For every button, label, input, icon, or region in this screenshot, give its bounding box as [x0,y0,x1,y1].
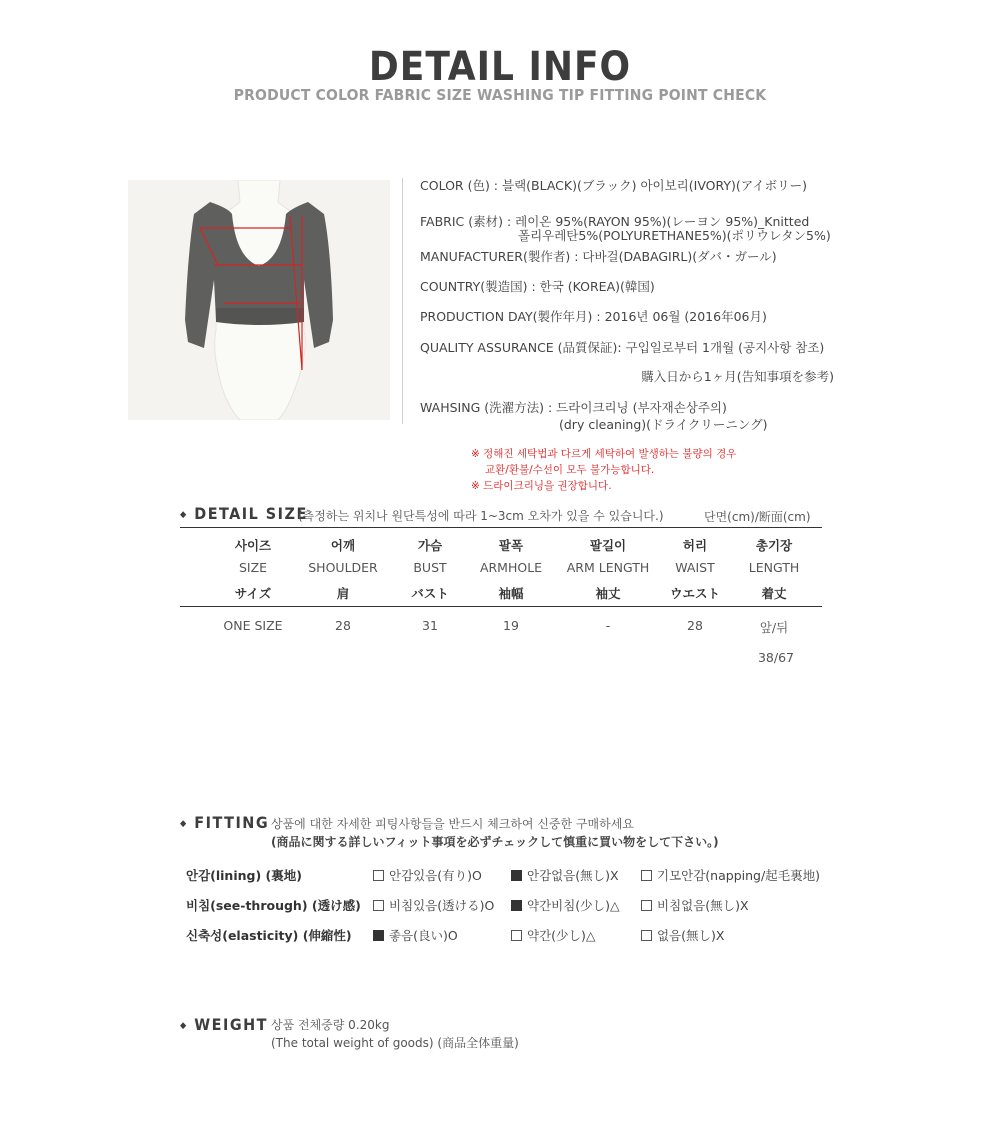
size-cell-value-6: 앞/뒤 [759,620,789,635]
unchecked-box-icon [511,930,522,941]
size-cell-en-0: SIZE [238,560,268,575]
unchecked-box-icon [373,900,384,911]
unchecked-box-icon [641,900,652,911]
fitting-label: 안감(lining) (裏地) [186,868,302,883]
size-cell-jp-4: 袖丈 [595,586,621,601]
checked-box-icon [511,870,522,881]
size-cell-en-2: BUST [413,560,447,575]
detail-size-note: (측정하는 위치나 원단특성에 따라 1~3cm 오차가 있을 수 있습니다.) [298,509,664,523]
fitting-option [373,896,494,914]
weight-title: WEIGHT [194,1015,268,1034]
fitting-label: 신축성(elasticity) (伸縮性) [186,928,352,943]
size-cell-en-1: SHOULDER [308,560,378,575]
fitting-label: 비침(see-through) (透け感) [186,898,361,913]
fitting-option [511,926,596,944]
warning-line-2: 교환/환불/수선이 모두 불가능합니다. [485,464,655,476]
fitting-option-text: 약간(少し)△ [527,928,596,943]
weight-heading [180,1015,268,1034]
unchecked-box-icon [641,870,652,881]
page-subtitle: PRODUCT COLOR FABRIC SIZE WASHING TIP FITTING POINT CHECK [233,86,767,104]
detail-size-heading [180,504,308,523]
size-cell-value-4: - [605,618,611,633]
checked-box-icon [511,900,522,911]
fitting-option-text: 좋음(良い)O [389,928,458,943]
size-table [180,530,822,680]
size-cell-jp-3: 袖幅 [498,586,524,601]
diamond-bullet-icon: ◆ [180,1021,188,1031]
info-fabric: FABRIC (素材) : 레이온 95%(RAYON 95%)(レーヨン 95%)_Knitted [420,214,810,229]
size-cell-jp-1: 肩 [336,586,350,601]
unchecked-box-icon [373,870,384,881]
size-cell-value-3: 19 [503,618,519,633]
fitting-option-text: 없음(無し)X [657,928,725,943]
fitting-option-text: 안감없음(無し)X [527,868,619,883]
size-cell-en-4: ARM LENGTH [566,560,650,575]
info-washing-cont: (dry cleaning)(ドライクリーニング) [559,417,768,432]
product-photo [128,180,390,420]
table-header-rule [180,606,822,607]
fitting-desc-1: 상품에 대한 자세한 피팅사항들을 반드시 체크하여 신중한 구매하세요 [271,817,634,831]
info-manufacturer: MANUFACTURER(製作者) : 다바걸(DABAGIRL)(ダバ・ガール) [420,249,777,264]
size-cell-en-6: LENGTH [748,560,800,575]
info-fabric-cont: 폴리우레탄5%(POLYURETHANE5%)(ポリウレタン5%) [518,228,831,243]
size-cell-ko-0: 사이즈 [234,538,272,553]
fitting-option-text: 비침있음(透ける)O [389,898,495,913]
size-cell-en-5: WAIST [675,560,715,575]
size-cell-ko-2: 가슴 [417,538,443,553]
size-cell-jp-6: 着丈 [761,586,787,601]
size-cell-jp-0: サイズ [234,586,272,601]
diamond-bullet-icon: ◆ [180,819,188,829]
info-quality-cont: 購入日から1ヶ月(告知事項を参考) [641,369,834,384]
fitting-option [641,896,749,914]
fitting-option-text: 기모안감(napping/起毛裏地) [657,868,821,883]
table-top-rule [180,527,822,528]
fitting-option [511,896,620,914]
divider-line [402,178,403,424]
info-country: COUNTRY(製造国) : 한국 (KOREA)(韓国) [420,279,655,294]
size-cell-jp-2: バスト [411,586,449,601]
detail-size-title: DETAIL SIZE [194,504,308,523]
garment-illustration [128,180,390,420]
size-cell-value-0: ONE SIZE [223,618,283,633]
size-cell-ko-6: 총기장 [755,538,793,553]
size-cell-ko-3: 팔폭 [498,538,524,553]
size-cell-jp-5: ウエスト [669,586,720,601]
size-cell-value-1: 28 [335,618,351,633]
fitting-desc-2: (商品に関する詳しいフィット事項を必ずチェックして慎重に買い物をして下さい。) [271,835,719,849]
checked-box-icon [373,930,384,941]
page-title: DETAIL INFO [368,44,632,90]
fitting-option-text: 안감있음(有り)O [389,868,482,883]
size-cell-value-2: 31 [422,618,438,633]
length-extra-value: 38/67 [757,650,795,665]
size-cell-value-5: 28 [687,618,703,633]
size-cell-ko-1: 어깨 [330,538,356,553]
fitting-option-text: 약간비침(少し)△ [527,898,620,913]
diamond-bullet-icon: ◆ [180,510,188,520]
fitting-option-text: 비침없음(無し)X [657,898,749,913]
info-color: COLOR (色) : 블랙(BLACK)(ブラック) 아이보리(IVORY)(アイボリー) [420,178,808,193]
fitting-option [641,926,724,944]
fitting-title: FITTING [194,813,270,832]
size-cell-ko-5: 허리 [682,538,708,553]
fitting-heading [180,813,269,832]
fitting-option [373,866,482,884]
warning-line-1: ※ 정해진 세탁법과 다르게 세탁하여 발생하는 불량의 경우 [471,448,737,460]
warning-line-3: ※ 드라이크리닝을 권장합니다. [471,480,612,492]
size-cell-en-3: ARMHOLE [479,560,543,575]
fitting-option [511,866,619,884]
weight-line-2: (The total weight of goods) (商品全体重量) [271,1036,519,1050]
fitting-option [641,866,820,884]
fitting-option [373,926,458,944]
info-quality: QUALITY ASSURANCE (品質保証): 구입일로부터 1개월 (공지사항 참조) [420,340,825,355]
weight-line-1: 상품 전체중량 0.20kg [271,1018,390,1032]
size-cell-ko-4: 팔길이 [589,538,627,553]
unchecked-box-icon [641,930,652,941]
info-production-day: PRODUCTION DAY(製作年月) : 2016년 06월 (2016年06月) [420,309,767,324]
info-washing: WAHSING (洗濯方法) : 드라이크리닝 (부자재손상주의) [420,400,727,415]
detail-size-unit: 단면(cm)/断面(cm) [704,510,811,524]
